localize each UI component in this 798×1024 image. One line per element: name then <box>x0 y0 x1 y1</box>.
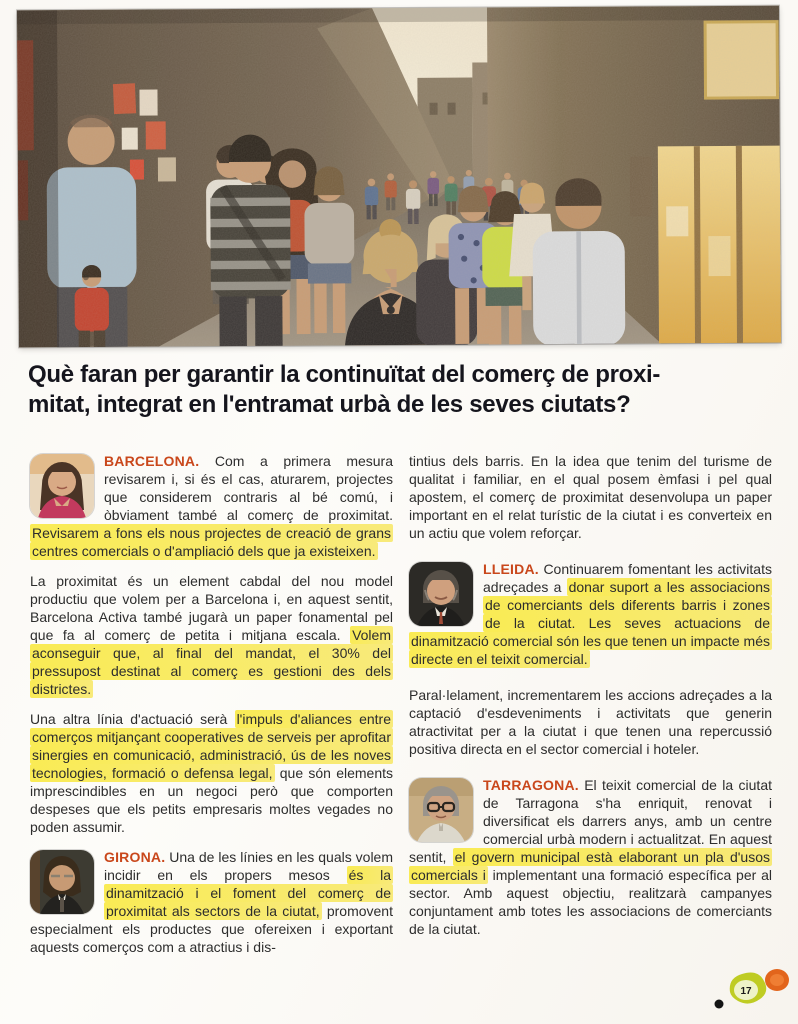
tarragona-mayor-photo <box>409 778 473 842</box>
tarragona-p1-highlight: el govern municipal està elaborant un pla d'usos comercials i <box>411 849 770 883</box>
city-label-lleida: LLEIDA. <box>483 561 539 577</box>
tarragona-p1-text: El teixit comercial de la ciutat de Tarragona s'ha enriquit, renovat i diversificat els darrers anys, amb un centre comercial urbà modern i actualitzat. En aquest sentit, <box>409 777 772 865</box>
city-label-girona: GIRONA. <box>104 849 166 865</box>
barcelona-p3-highlight: l'impuls d'aliances entre comerços mitjançant cooperatives de serveis per aprofitar sinergies en comunicació, administració, ús de les noves tecnologies, formació o defensa legal, <box>32 711 391 781</box>
column-left <box>30 452 393 968</box>
headline-line-2: mitat, integrat en l'entramat urbà de les seves ciutats? <box>28 391 631 418</box>
girona-continuation-paragraph: tintius dels barris. En la idea que tenim del turisme de qualitat i familiar, en el qual posem èmfasi i pel qual apostem, el comerç de proximitat desenvolupa un paper important en el relat turístic de la ciutat i es converteix en un actiu que volem reforçar. <box>409 453 772 541</box>
barcelona-p2-highlight: Volem aconseguir que, al final del mandat, el 30% del pressupost destinat al comerç es gestioni des dels districtes. <box>32 627 391 697</box>
girona-p1-text: Una de les línies en les quals volem incidir en els propers mesos <box>104 849 394 883</box>
barcelona-p2-text: La proximitat és un element cabdal del nou model productiu que volem per a Barcelona i, en aquest sentit, Barcelona Activa també jugarà un paper fonamental pel que fa al comerç de petita i mitjana escala. <box>30 573 393 643</box>
barcelona-paragraph-2 <box>30 572 393 698</box>
street-photo-illustration <box>17 6 781 348</box>
lleida-mayor-photo <box>409 562 473 626</box>
lleida-paragraph-1 <box>409 560 772 668</box>
lleida-paragraph-2: Paral·lelament, incrementarem les accions adreçades a la captació d'esdeveniments i activitats que generin atractivitat per a la ciutat i que tenen una repercussió positiva directa en el sector comercial i hoteler. <box>409 687 772 757</box>
lleida-p1-highlight: donar suport a les associacions de comerciants dels diferents barris i zones de la ciutat. Les seves actuacions de dinamització comercial són les que tenen un impacte més directe en el teixit comercial. <box>411 579 770 667</box>
barcelona-mayor-photo <box>30 454 94 518</box>
girona-paragraph <box>30 848 393 956</box>
page-number: 17 <box>740 986 752 997</box>
girona-p1-highlight: és la dinamització i el foment del comerç de proximitat als sectors de la ciutat, <box>106 867 392 919</box>
barcelona-p1-text: Com a primera mesura revisarem i, si és el cas, aturarem, projectes que considerem contraris al bé comú, i òbviament també al comerç de proximitat. <box>104 453 393 523</box>
lleida-p1-text: Continuarem fomentant les activitats adreçades a <box>483 561 772 595</box>
article-body <box>30 452 772 968</box>
city-label-barcelona: BARCELONA. <box>104 453 200 469</box>
barcelona-paragraph-1 <box>30 452 393 560</box>
barcelona-p3-text: Una altra línia d'actuació serà <box>30 711 235 727</box>
tarragona-paragraph <box>409 776 772 938</box>
headline-line-1: Què faran per garantir la continuïtat del comerç de proxi- <box>28 361 661 388</box>
barcelona-paragraph-3 <box>30 710 393 836</box>
girona-mayor-photo <box>30 850 94 914</box>
page-title <box>28 360 758 420</box>
tarragona-p1-text-end: implementant una formació específica per al sector. Amb aquest objectiu, realitzarà campanyes conjuntament amb totes les associacions de comerciants de la ciutat. <box>409 867 773 937</box>
badge-black-dot <box>715 1000 724 1009</box>
column-right <box>409 452 772 968</box>
girona-p1-text-end: promovent especialment els productes que ofereixen i exportant aquests comerços com a atractius i dis- <box>30 903 393 955</box>
street-photo <box>17 6 781 348</box>
page-number-badge <box>692 954 792 1016</box>
city-label-tarragona: TARRAGONA. <box>483 777 579 793</box>
barcelona-p3-text-end: que són elements imprescindibles en un negoci però que comporten despeses que els petits empresaris moltes vegades no poden assumir. <box>30 765 393 835</box>
barcelona-p1-highlight: Revisarem a fons els nous projectes de creació de grans centres comercials o d'ampliació dels que ja existeixen. <box>32 525 391 559</box>
